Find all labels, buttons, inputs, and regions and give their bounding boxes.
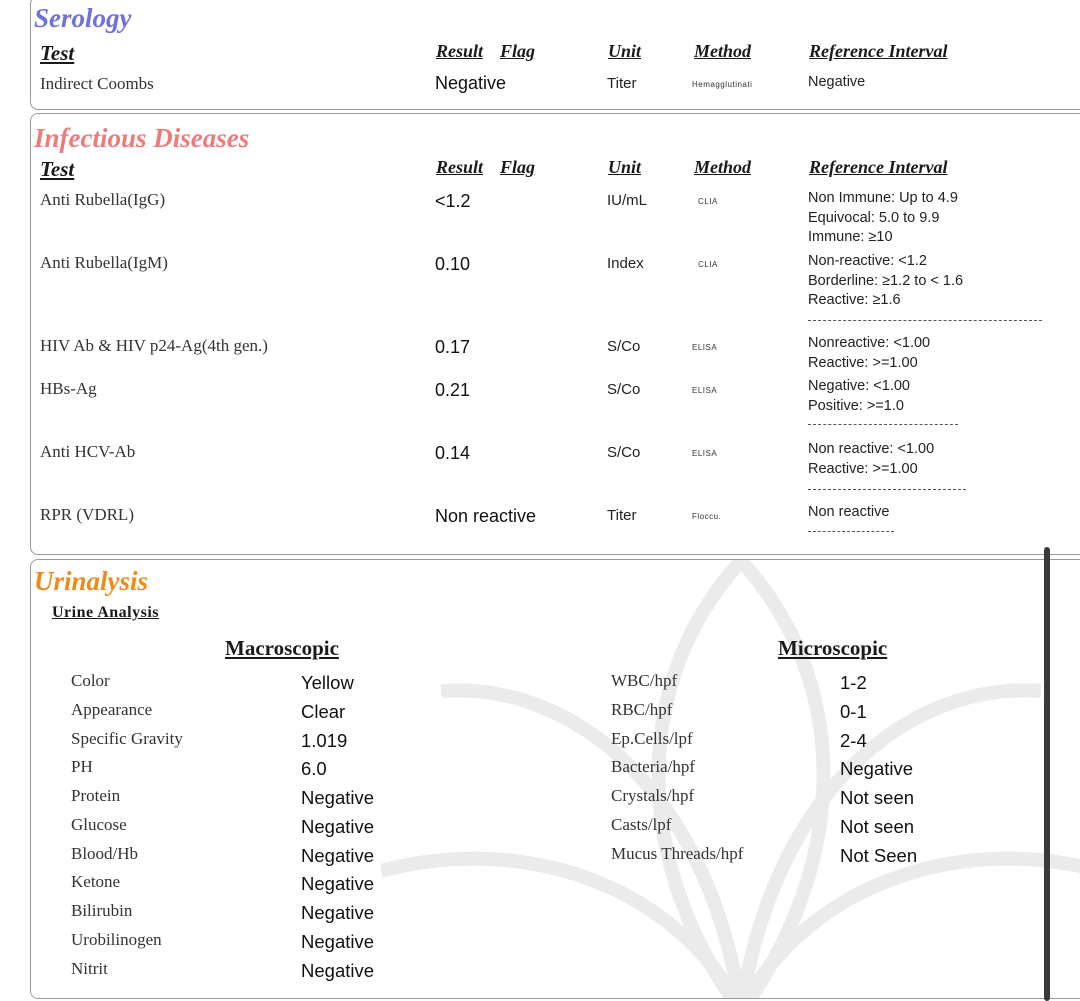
macro-item-label: Urobilinogen [71,929,162,949]
col-unit-header: Unit [608,157,642,177]
test-name: RPR (VDRL) [40,505,134,524]
test-reference: Negative [808,74,866,90]
micro-item-value: Negative [840,758,914,780]
macro-item-value: Negative [301,873,375,895]
col-test-header: Test [40,41,75,65]
macro-item-value: Negative [301,815,375,837]
micro-item-label: Mucus Threads/hpf [611,843,744,863]
macro-item-value: 1.019 [301,729,348,751]
macro-item-value: Negative [301,959,375,981]
test-unit: S/Co [607,444,641,461]
test-result: 0.14 [435,443,471,463]
test-unit: Titer [607,75,637,92]
test-name: Anti Rubella(IgM) [40,253,168,272]
macro-item-label: Ketone [71,872,121,892]
test-result: <1.2 [435,191,471,211]
test-reference: Non Immune: Up to 4.9 Equivocal: 5.0 to 9.9 Immune: ≥10 [808,190,958,245]
test-method: Floccu. [692,512,722,521]
macro-item-label: PH [71,757,93,777]
col-reference-header: Reference Interval [809,157,948,177]
test-result: 0.10 [435,254,471,274]
micro-item-value: 0-1 [840,700,867,722]
micro-item-value: 1-2 [840,672,867,693]
test-method: Hemagglutinati [692,80,753,89]
urine-analysis-subtitle: Urine Analysis [52,604,160,621]
infectious-diseases-title: Infectious Diseases [34,123,250,153]
test-reference: Non reactive: <1.00 Reactive: >=1.00 [808,441,935,477]
scrollbar[interactable] [1044,547,1050,1001]
macro-item-value: Negative [301,844,375,866]
micro-item-label: Ep.Cells/lpf [611,728,693,748]
test-unit: Index [607,255,644,272]
test-name: HBs-Ag [40,379,97,398]
macro-item-label: Glucose [71,814,127,834]
col-method-header: Method [694,157,752,177]
macro-item-value: Clear [301,700,346,722]
test-name: Anti HCV-Ab [40,442,136,461]
macro-item-label: Bilirubin [71,901,133,920]
test-name: Anti Rubella(IgG) [40,190,166,209]
macro-item-value: Negative [301,902,375,923]
micro-item-label: Bacteria/hpf [611,757,696,777]
micro-item-value: Not Seen [840,844,918,866]
micro-item-label: RBC/hpf [611,699,673,719]
test-method: CLIA [698,260,718,269]
test-name: HIV Ab & HIV p24-Ag(4th gen.) [40,336,268,355]
test-result: 0.21 [435,380,471,400]
test-result: Negative [435,73,507,93]
col-method-header: Method [694,41,752,61]
macro-item-label: Blood/Hb [71,843,139,863]
test-unit: IU/mL [607,192,648,209]
macro-item-value: Yellow [301,672,354,693]
row-divider [808,320,1042,321]
watermark-logo [381,559,1080,999]
col-flag-header: Flag [500,157,536,177]
urinalysis-title: Urinalysis [34,566,149,596]
macro-item-value: Negative [301,787,375,808]
test-result: Non reactive [435,506,537,526]
micro-item-value: Not seen [840,787,915,808]
serology-section [30,0,1080,110]
col-result-header: Result [436,157,484,177]
macroscopic-header: Macroscopic [225,636,339,660]
macro-item-label: Specific Gravity [71,728,183,748]
col-test-header: Test [40,157,75,181]
test-method: CLIA [698,197,718,206]
serology-title: Serology [34,3,132,33]
test-reference: Nonreactive: <1.00 Reactive: >=1.00 [808,335,931,371]
test-unit: Titer [607,507,637,524]
row-divider [808,424,958,425]
test-method: ELISA [692,449,718,458]
test-reference: Non-reactive: <1.2 Borderline: ≥1.2 to < 1.6 Reactive: ≥1.6 [808,253,964,308]
test-method: ELISA [692,386,718,395]
micro-item-label: Crystals/hpf [611,786,695,805]
test-reference: Negative: <1.00 Positive: >=1.0 [808,378,910,414]
col-unit-header: Unit [608,41,642,61]
micro-item-label: Casts/lpf [611,814,672,834]
test-unit: S/Co [607,381,641,398]
col-flag-header: Flag [500,41,536,61]
micro-item-value: 2-4 [840,729,867,751]
test-reference: Non reactive [808,504,890,520]
macro-item-label: Appearance [71,699,153,719]
test-method: ELISA [692,343,718,352]
urinalysis-section [30,559,1080,999]
macro-item-value: 6.0 [301,758,327,780]
microscopic-header: Microscopic [778,636,888,660]
col-reference-header: Reference Interval [809,41,948,61]
macro-item-label: Nitrit [71,958,108,978]
macro-item-label: Protein [71,786,121,805]
col-result-header: Result [436,41,484,61]
micro-item-value: Not seen [840,815,915,837]
test-unit: S/Co [607,338,641,355]
infectious-diseases-section [30,113,1080,555]
micro-item-label: WBC/hpf [611,671,678,690]
row-divider [808,489,966,490]
test-name: Indirect Coombs [40,74,154,93]
macro-item-label: Color [71,671,110,690]
row-divider [808,531,894,532]
macro-item-value: Negative [301,930,375,952]
test-result: 0.17 [435,337,471,357]
